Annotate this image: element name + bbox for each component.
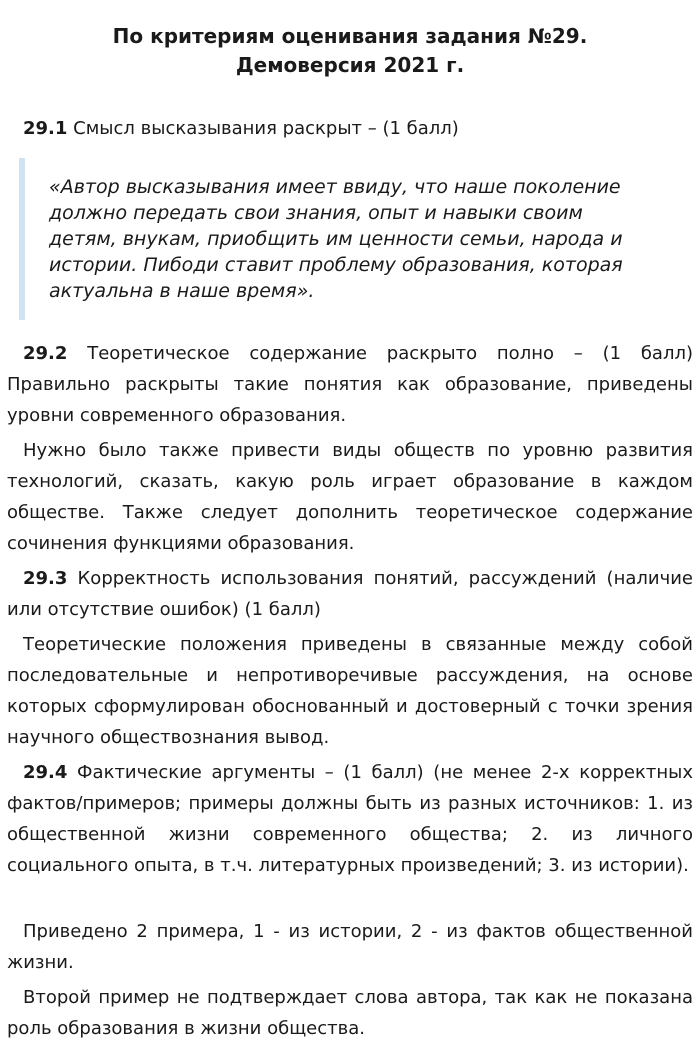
criterion-number: 29.2: [23, 343, 68, 364]
criterion-29-4: [7, 757, 693, 881]
paragraph-theory: Теоретические положения приведены в связанные между собой последовательные и непротиворечивые рассуждения, на основе которых сформулирован обоснованный и достоверный с точки зрения научного обществознания вывод.: [7, 634, 693, 748]
criterion-text: Корректность использования понятий, рассуждений (наличие или отсутствие ошибок) (1 балл): [7, 568, 693, 620]
criterion-number: 29.4: [23, 762, 68, 783]
page-title: [0, 22, 700, 80]
title-line-1: По критериям оценивания задания №29.: [112, 24, 588, 48]
paragraph-examples: Приведено 2 примера, 1 - из истории, 2 - из фактов общественной жизни.: [7, 921, 693, 973]
title-line-2: Демоверсия 2021 г.: [235, 53, 465, 77]
criterion-number: 29.3: [23, 568, 68, 589]
criterion-text: Смысл высказывания раскрыт – (1 балл): [67, 118, 459, 139]
paragraph-societies: Нужно было также привести виды обществ по уровню развития технологий, сказать, какую роль играет образование в каждом обществе. Также следует дополнить теоретическое содержание сочинения функциями образования.: [7, 440, 693, 554]
criterion-29-1: [7, 113, 693, 144]
author-quote-text: «Автор высказывания имеет ввиду, что наше поколение должно передать свои знания, опыт и навыки своим детям, внукам, приобщить им ценности семьи, народа и истории. Пибоди ставит проблему образования, которая актуальна в наше время».: [49, 176, 623, 302]
criterion-29-3: [7, 563, 693, 625]
criterion-number: 29.1: [23, 118, 68, 139]
criterion-text: Фактические аргументы – (1 балл) (не менее 2-х корректных фактов/примеров; примеры должны быть из разных источников: 1. из общественной жизни современного общества; 2. из личного социального опыта, в т.ч. литературных произведений; 3. из истории).: [7, 762, 693, 876]
criterion-29-2: [7, 338, 693, 431]
author-quote-block: [19, 158, 649, 320]
criterion-text: Теоретическое содержание раскрыто полно – (1 балл) Правильно раскрыты такие понятия как образование, приведены уровни современного образования.: [7, 343, 693, 426]
paragraph-second-example: Второй пример не подтверждает слова автора, так как не показана роль образования в жизни общества.: [7, 987, 693, 1039]
